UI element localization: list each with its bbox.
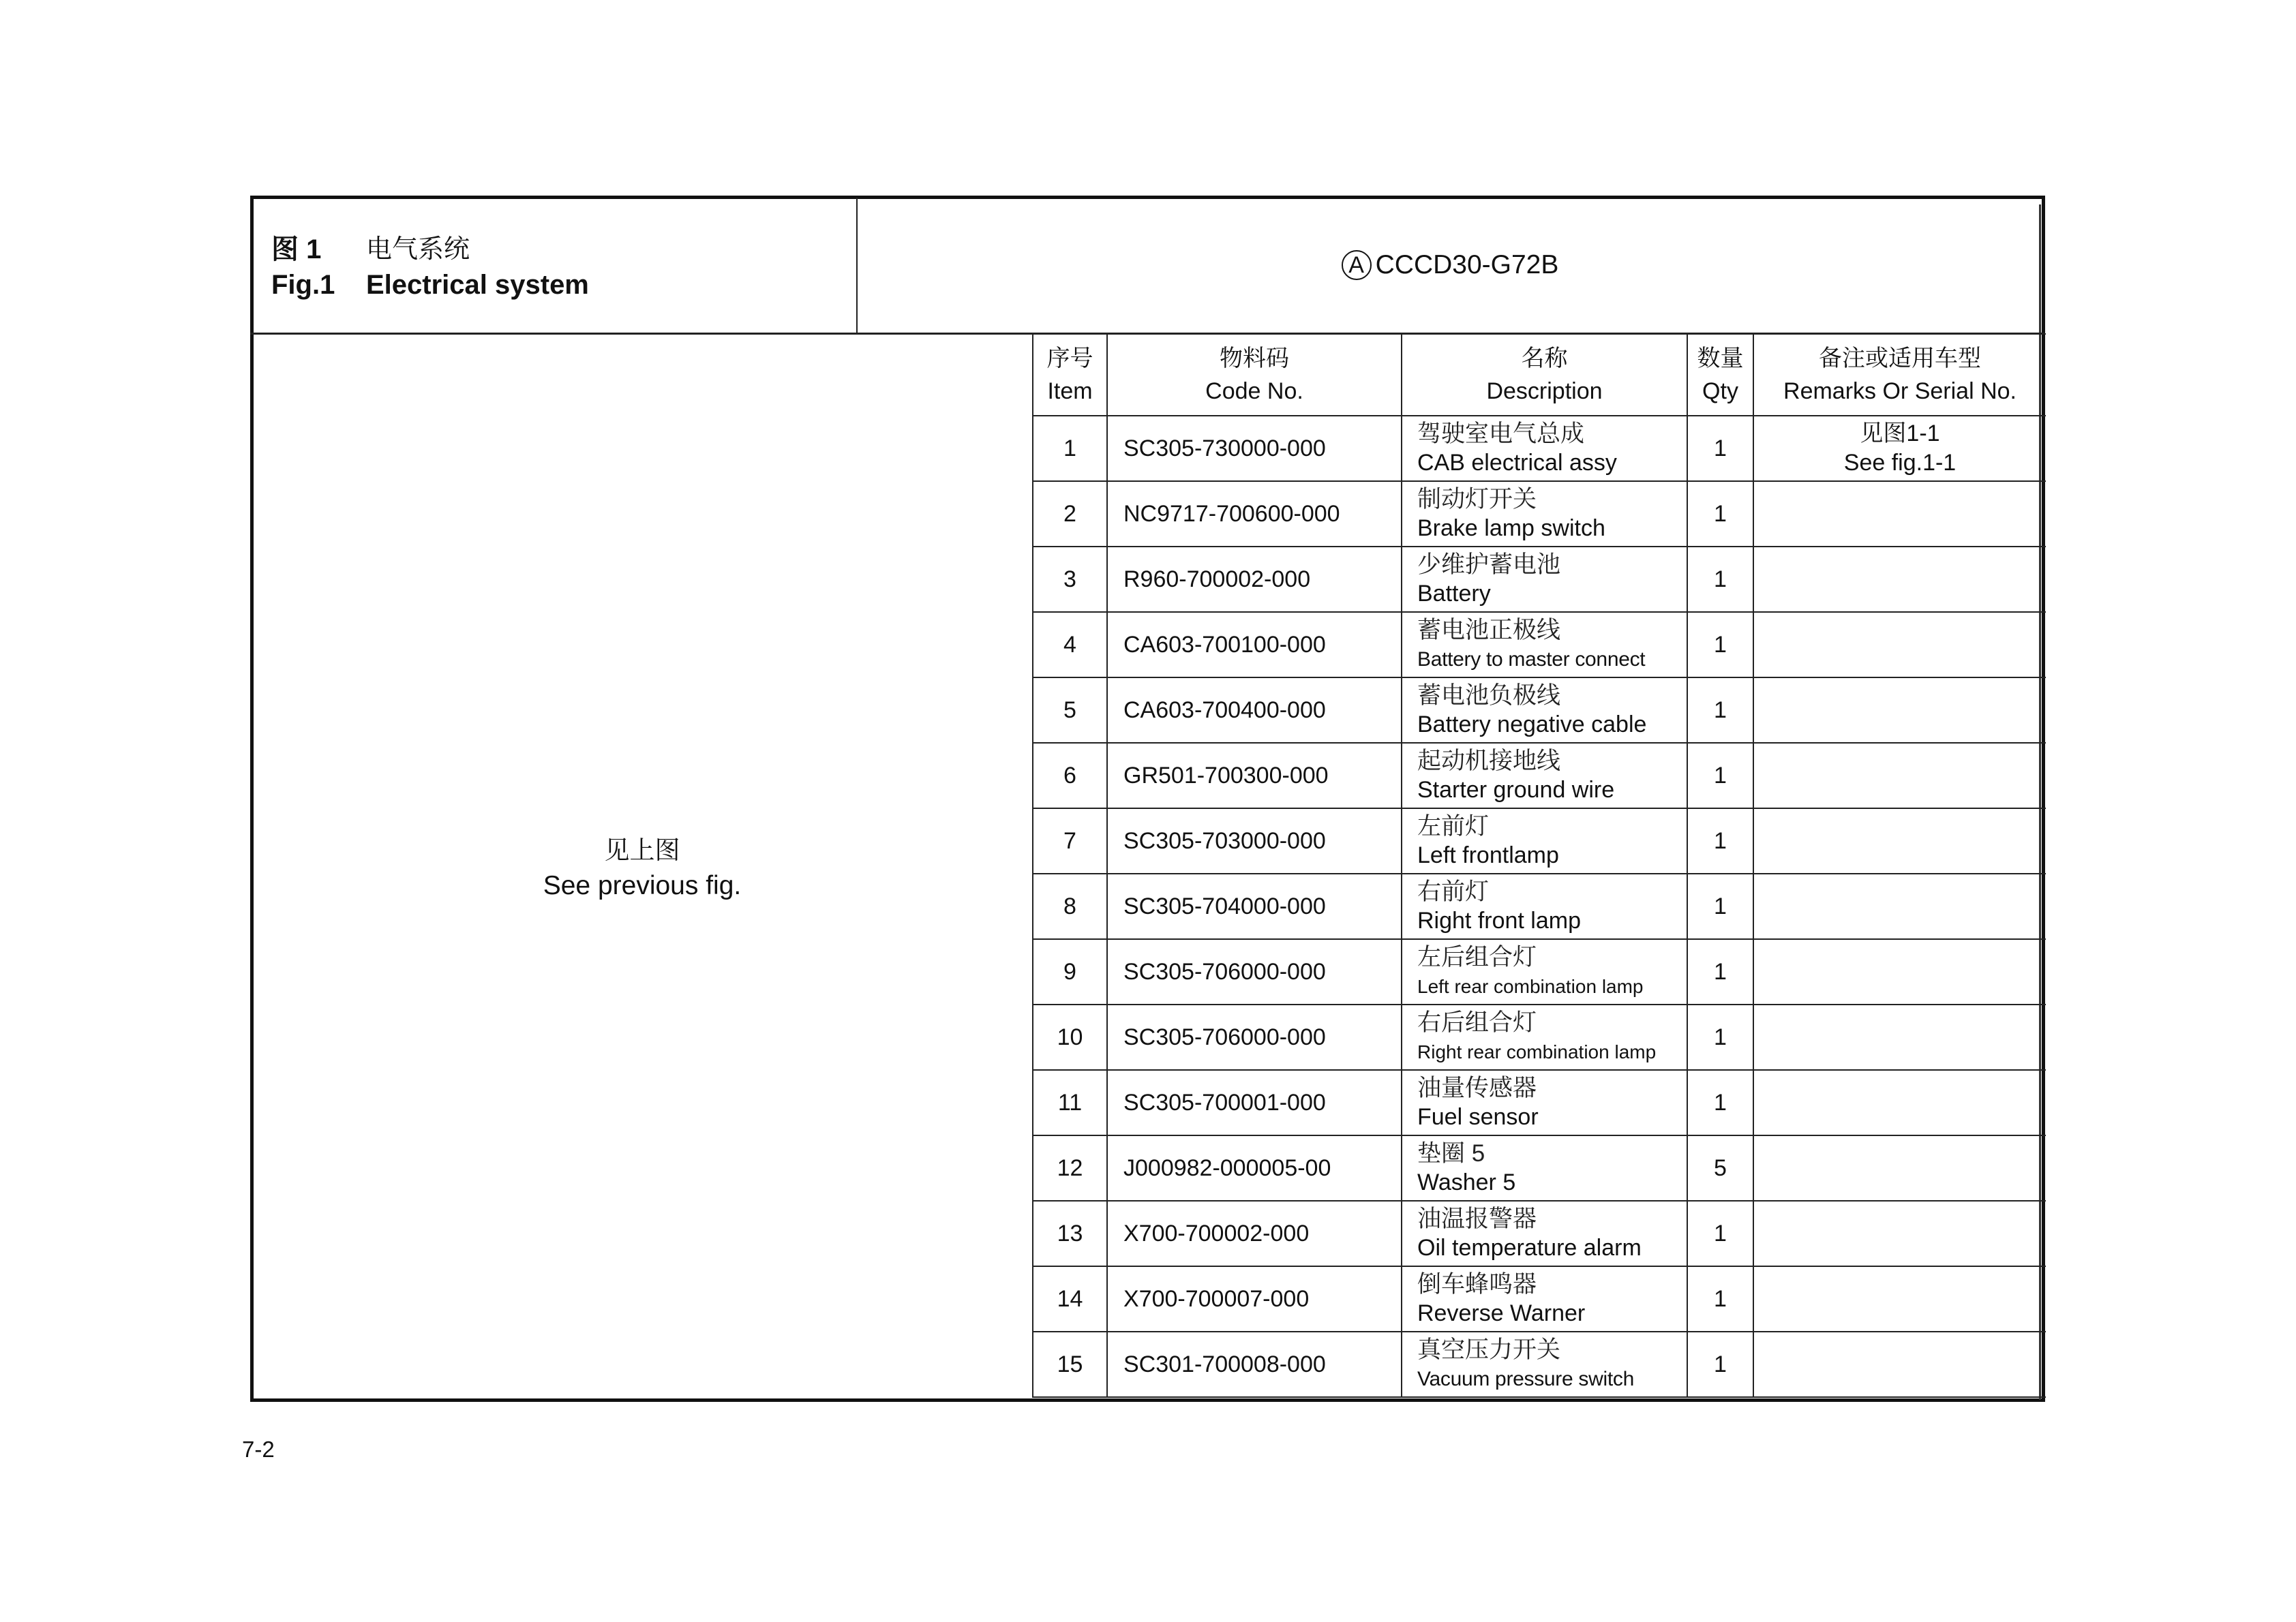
table-row	[1033, 874, 2046, 939]
header-item-cn: 序号	[1046, 346, 1093, 371]
cell-qty: 1	[1687, 677, 1753, 743]
cell-qty: 1	[1687, 1266, 1753, 1332]
description-cn: 油量传感器	[1417, 1075, 1537, 1101]
table-row	[1033, 677, 2046, 743]
cell-item: 5	[1033, 677, 1107, 743]
header-item	[1033, 334, 1107, 416]
cell-item: 15	[1033, 1332, 1107, 1397]
cell-description	[1402, 1201, 1687, 1266]
description-cn: 右后组合灯	[1417, 1009, 1537, 1036]
cell-item: 14	[1033, 1266, 1107, 1332]
cell-description	[1402, 1070, 1687, 1135]
cell-item: 13	[1033, 1201, 1107, 1266]
cell-qty: 1	[1687, 547, 1753, 612]
cell-remarks	[1753, 939, 2046, 1005]
cell-code: CA603-700400-000	[1107, 677, 1402, 743]
description-cn: 蓄电池正极线	[1417, 617, 1561, 643]
description-cn: 蓄电池负极线	[1417, 682, 1561, 709]
header-code-cn: 物料码	[1220, 346, 1289, 371]
circled-a-icon: A	[1342, 250, 1372, 280]
description-en: Fuel sensor	[1417, 1104, 1539, 1130]
table-row	[1033, 1332, 2046, 1397]
description-cn: 少维护蓄电池	[1417, 551, 1561, 578]
description-cn: 垫圈 5	[1417, 1140, 1485, 1167]
header-code	[1107, 334, 1402, 416]
table-row	[1033, 481, 2046, 547]
cell-code: CA603-700100-000	[1107, 612, 1402, 677]
cell-remarks	[1753, 1005, 2046, 1070]
cell-remarks	[1753, 547, 2046, 612]
header-remarks-cn: 备注或适用车型	[1819, 346, 1981, 371]
cell-item: 8	[1033, 874, 1107, 939]
cell-description	[1402, 612, 1687, 677]
header-remarks	[1753, 334, 2046, 416]
table-row	[1033, 1005, 2046, 1070]
cell-item: 1	[1033, 416, 1107, 481]
header-description	[1402, 334, 1687, 416]
header-description-cn: 名称	[1521, 346, 1568, 371]
cell-qty: 1	[1687, 612, 1753, 677]
illustration-note	[254, 833, 1031, 904]
cell-description	[1402, 1332, 1687, 1397]
table-row	[1033, 939, 2046, 1005]
table-row	[1033, 1201, 2046, 1266]
cell-remarks	[1753, 1201, 2046, 1266]
description-en: Starter ground wire	[1417, 777, 1615, 803]
table-row	[1033, 1266, 2046, 1332]
cell-code: SC305-703000-000	[1107, 808, 1402, 874]
cell-description	[1402, 481, 1687, 547]
cell-qty: 1	[1687, 416, 1753, 481]
cell-code: NC9717-700600-000	[1107, 481, 1402, 547]
description-en: Washer 5	[1417, 1169, 1516, 1195]
cell-item: 3	[1033, 547, 1107, 612]
description-en: Left rear combination lamp	[1417, 976, 1644, 997]
illustration-note-cn: 见上图	[604, 836, 680, 864]
cell-qty: 1	[1687, 1005, 1753, 1070]
cell-remarks	[1753, 416, 2046, 481]
cell-code: X700-700002-000	[1107, 1201, 1402, 1266]
model-heading	[857, 198, 2043, 333]
cell-qty: 1	[1687, 1070, 1753, 1135]
description-cn: 左前灯	[1417, 813, 1490, 840]
header-code-en: Code No.	[1205, 378, 1303, 404]
cell-item: 9	[1033, 939, 1107, 1005]
description-en: Left frontlamp	[1417, 842, 1559, 868]
figure-en-label: Fig.1	[271, 270, 335, 300]
description-cn: 真空压力开关	[1417, 1336, 1561, 1363]
cell-remarks	[1753, 481, 2046, 547]
cell-remarks	[1753, 743, 2046, 808]
cell-remarks	[1753, 1070, 2046, 1135]
description-en: CAB electrical assy	[1417, 450, 1617, 476]
page-number: 7-2	[242, 1437, 275, 1462]
cell-description	[1402, 939, 1687, 1005]
description-en: Reverse Warner	[1417, 1300, 1586, 1326]
header-qty-cn: 数量	[1697, 346, 1744, 371]
cell-description	[1402, 1005, 1687, 1070]
cell-item: 7	[1033, 808, 1107, 874]
description-en: Right rear combination lamp	[1417, 1041, 1657, 1062]
cell-description	[1402, 547, 1687, 612]
description-en: Battery to master connect	[1417, 648, 1646, 671]
description-en: Battery	[1417, 581, 1491, 607]
cell-remarks	[1753, 1332, 2046, 1397]
illustration-note-en: See previous fig.	[543, 871, 742, 900]
model-code: CCCD30-G72B	[1375, 250, 1559, 279]
table-row	[1033, 416, 2046, 481]
cell-remarks	[1753, 874, 2046, 939]
cell-qty: 5	[1687, 1135, 1753, 1201]
description-cn: 制动灯开关	[1417, 486, 1537, 512]
table-header-row	[1033, 334, 2046, 416]
table-row	[1033, 808, 2046, 874]
description-cn: 左后组合灯	[1417, 944, 1537, 970]
cell-code: R960-700002-000	[1107, 547, 1402, 612]
cell-description	[1402, 677, 1687, 743]
table-row	[1033, 743, 2046, 808]
cell-qty: 1	[1687, 808, 1753, 874]
parts-table	[1032, 333, 2046, 1398]
cell-code: SC305-706000-000	[1107, 939, 1402, 1005]
table-row	[1033, 1135, 2046, 1201]
description-en: Right front lamp	[1417, 908, 1581, 934]
table-row	[1033, 547, 2046, 612]
cell-qty: 1	[1687, 743, 1753, 808]
description-cn: 油温报警器	[1417, 1206, 1537, 1232]
cell-qty: 1	[1687, 874, 1753, 939]
cell-item: 10	[1033, 1005, 1107, 1070]
cell-description	[1402, 1266, 1687, 1332]
description-en: Battery negative cable	[1417, 711, 1647, 737]
figure-title	[271, 232, 589, 303]
cell-remarks	[1753, 677, 2046, 743]
cell-remarks	[1753, 1135, 2046, 1201]
cell-description	[1402, 808, 1687, 874]
cell-item: 6	[1033, 743, 1107, 808]
cell-code: SC305-706000-000	[1107, 1005, 1402, 1070]
cell-qty: 1	[1687, 1201, 1753, 1266]
cell-code: SC305-704000-000	[1107, 874, 1402, 939]
cell-description	[1402, 1135, 1687, 1201]
description-cn: 倒车蜂鸣器	[1417, 1271, 1537, 1298]
cell-code: X700-700007-000	[1107, 1266, 1402, 1332]
cell-description	[1402, 874, 1687, 939]
description-cn: 右前灯	[1417, 878, 1490, 905]
cell-item: 12	[1033, 1135, 1107, 1201]
header-remarks-en: Remarks Or Serial No.	[1783, 378, 2016, 404]
figure-en-title: Electrical system	[366, 270, 589, 300]
table-row	[1033, 612, 2046, 677]
cell-code: J000982-000005-00	[1107, 1135, 1402, 1201]
cell-code: SC301-700008-000	[1107, 1332, 1402, 1397]
cell-description	[1402, 416, 1687, 481]
description-en: Brake lamp switch	[1417, 515, 1605, 541]
cell-remarks	[1753, 1266, 2046, 1332]
cell-qty: 1	[1687, 481, 1753, 547]
cell-code: SC305-700001-000	[1107, 1070, 1402, 1135]
cell-qty: 1	[1687, 1332, 1753, 1397]
cell-code: SC305-730000-000	[1107, 416, 1402, 481]
cell-code: GR501-700300-000	[1107, 743, 1402, 808]
remarks-en: See fig.1-1	[1843, 450, 1957, 476]
description-cn: 驾驶室电气总成	[1417, 420, 1585, 447]
cell-item: 11	[1033, 1070, 1107, 1135]
cell-remarks	[1753, 808, 2046, 874]
description-en: Oil temperature alarm	[1417, 1235, 1642, 1261]
table-row	[1033, 1070, 2046, 1135]
cell-qty: 1	[1687, 939, 1753, 1005]
figure-cn-label: 图 1	[271, 234, 322, 264]
cell-item: 4	[1033, 612, 1107, 677]
header-item-en: Item	[1047, 378, 1093, 404]
parts-table-body	[1033, 416, 2046, 1397]
description-cn: 起动机接地线	[1417, 748, 1561, 774]
cell-remarks	[1753, 612, 2046, 677]
figure-cn-title: 电气系统	[366, 235, 470, 264]
cell-description	[1402, 743, 1687, 808]
header-qty	[1687, 334, 1753, 416]
header-qty-en: Qty	[1702, 378, 1738, 404]
remarks-cn: 见图1-1	[1860, 420, 1940, 446]
cell-item: 2	[1033, 481, 1107, 547]
description-en: Vacuum pressure switch	[1417, 1368, 1634, 1390]
header-description-en: Description	[1486, 378, 1603, 404]
